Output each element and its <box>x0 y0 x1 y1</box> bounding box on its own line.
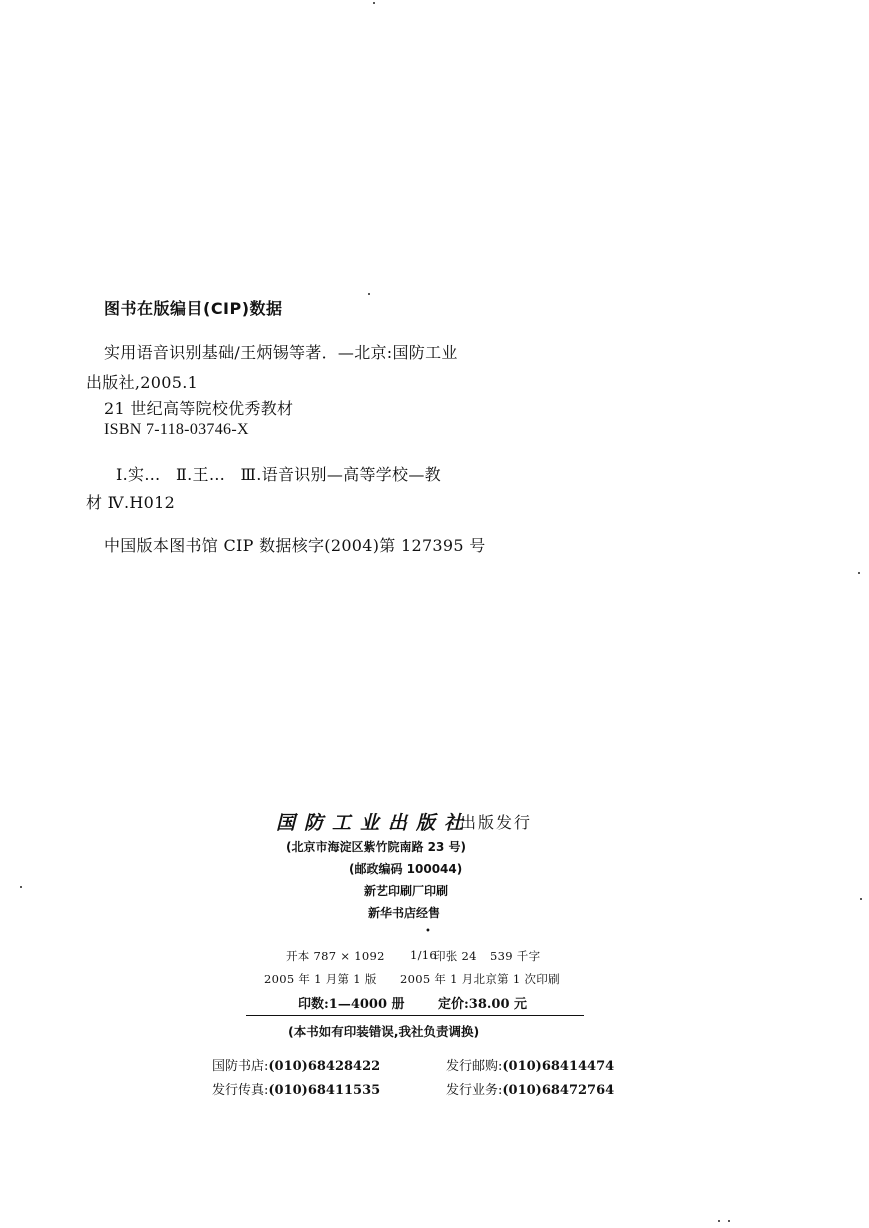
distributor: 新华书店经售 <box>368 906 441 920</box>
cip-isbn: ISBN 7-118-03746-X <box>104 421 249 438</box>
contact-mail-value: (010)68414474 <box>502 1059 615 1074</box>
scan-speck <box>718 1220 720 1222</box>
spec-words: 539 千字 <box>490 949 541 963</box>
divider-rule <box>246 1015 584 1016</box>
cip-classification-line-2: 材 Ⅳ.H012 <box>86 493 176 512</box>
cip-heading: 图书在版编目(CIP)数据 <box>104 299 283 318</box>
scan-speck <box>728 1220 730 1222</box>
scan-speck <box>373 2 375 4</box>
contact-mail-label: 发行邮购: <box>446 1059 503 1074</box>
contact-fax <box>212 1079 380 1098</box>
cip-publisher-line: 出版社,2005.1 <box>86 373 199 392</box>
price: 定价:38.00 元 <box>438 997 528 1012</box>
contact-business-value: (010)68472764 <box>502 1083 615 1098</box>
separator-dot: • <box>425 926 431 937</box>
publisher-address: (北京市海淀区紫竹院南路 23 号) <box>286 840 467 854</box>
contact-fax-label: 发行传真: <box>212 1083 269 1098</box>
spec-sheets: 印张 24 <box>434 949 477 963</box>
contact-fax-value: (010)68411535 <box>268 1083 381 1098</box>
spec-format: 开本 787 × 1092 <box>286 949 385 963</box>
contact-bookstore <box>212 1055 380 1074</box>
cip-series-line: 21 世纪高等院校优秀教材 <box>104 399 294 418</box>
return-notice: (本书如有印装错误,我社负责调换) <box>288 1024 480 1039</box>
print-run: 印数:1—4000 册 <box>298 997 405 1012</box>
edition-info: 2005 年 1 月第 1 版 <box>264 972 377 986</box>
publisher-logo-name: 国防工业出版社 <box>276 812 473 834</box>
contact-mail-order <box>446 1055 614 1074</box>
publisher-suffix: 出版发行 <box>460 813 533 832</box>
printer: 新艺印刷厂印刷 <box>364 884 449 898</box>
scan-speck <box>858 572 860 574</box>
cip-record-number: 中国版本图书馆 CIP 数据核字(2004)第 127395 号 <box>104 536 486 555</box>
scan-speck <box>860 898 862 900</box>
contact-business-label: 发行业务: <box>446 1083 503 1098</box>
impression-info: 2005 年 1 月北京第 1 次印刷 <box>400 972 560 986</box>
contact-business <box>446 1079 614 1098</box>
scan-speck <box>20 886 22 888</box>
spec-pagination: 1/16 <box>410 948 438 962</box>
contact-bookstore-label: 国防书店: <box>212 1059 269 1074</box>
cip-title-line: 实用语音识别基础/王炳锡等著．—北京:国防工业 <box>104 343 458 362</box>
contact-bookstore-value: (010)68428422 <box>268 1059 381 1074</box>
scan-speck <box>368 293 370 295</box>
publisher-postcode: (邮政编码 100044) <box>349 862 463 876</box>
cip-classification-line-1: Ⅰ.实… Ⅱ.王… Ⅲ.语音识别—高等学校—教 <box>116 465 441 484</box>
